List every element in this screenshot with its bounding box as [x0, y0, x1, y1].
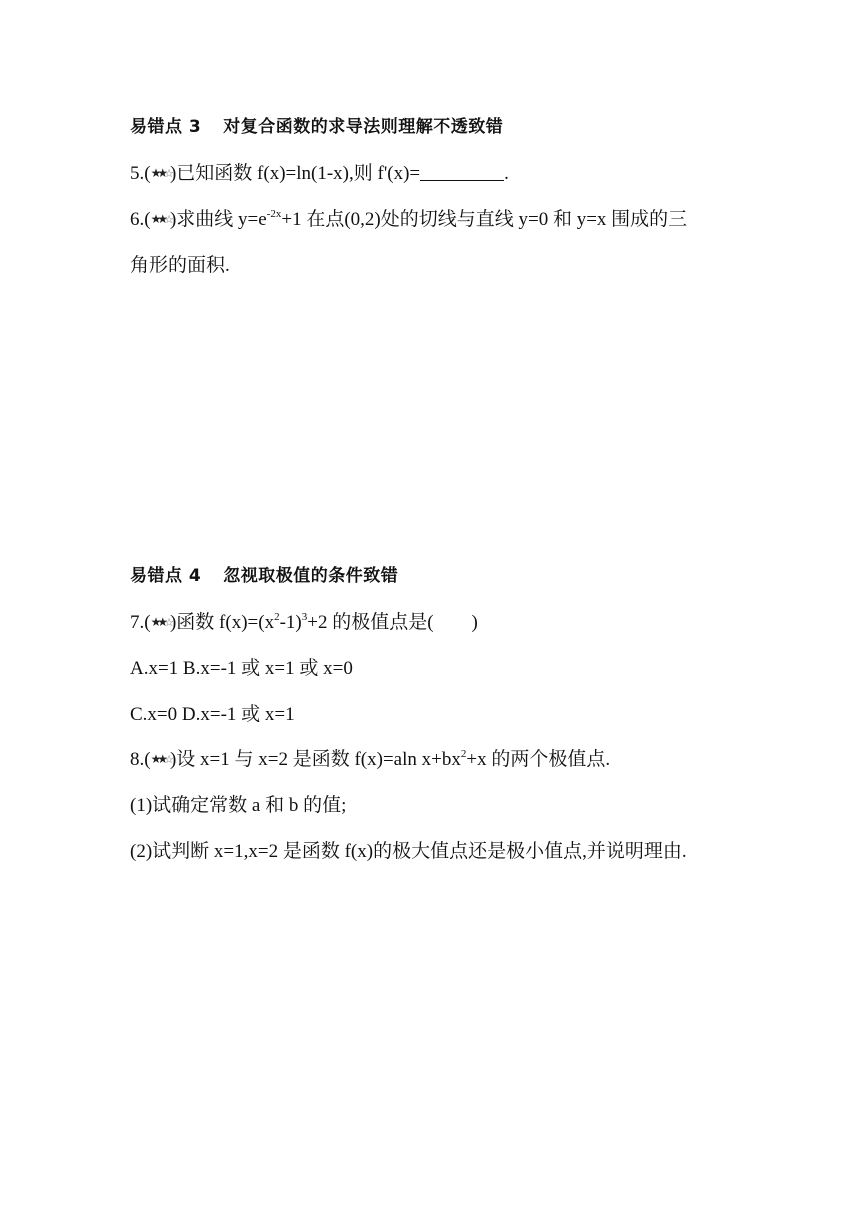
question-7-text-b: -1): [279, 612, 302, 633]
section-3-heading: [130, 119, 503, 136]
section-3-label: 易错点 3: [130, 117, 202, 137]
question-5-text: )已知函数 f(x)=ln(1-x),则 f'(x)=: [169, 163, 421, 184]
section-3-title: 对复合函数的求导法则理解不透致错: [223, 117, 504, 137]
question-7: [130, 613, 478, 632]
answer-blank: [420, 165, 504, 181]
exponent: 2: [460, 748, 467, 760]
question-7-options-cd: C.x=0 D.x=-1 或 x=1: [130, 704, 295, 725]
question-6: [130, 210, 687, 229]
difficulty-stars-icon: ★★☆: [150, 166, 170, 180]
question-7-text-c: +2 的极值点是(: [307, 612, 434, 633]
difficulty-stars-icon: ★★☆: [150, 615, 170, 629]
question-6-text: )求曲线 y=e: [169, 209, 267, 230]
question-5: [130, 164, 509, 183]
difficulty-stars-icon: ★★☆: [150, 212, 170, 226]
question-8-text-b: +x 的两个极值点.: [466, 749, 611, 770]
question-5-end: .: [504, 163, 509, 184]
question-5-number: 5.(: [130, 163, 151, 184]
question-6-continuation: 角形的面积.: [130, 255, 230, 276]
question-8-part-1: (1)试确定常数 a 和 b 的值;: [130, 795, 347, 816]
question-7-text: )函数 f(x)=(x: [169, 612, 275, 633]
question-8-text: )设 x=1 与 x=2 是函数 f(x)=aln x+bx: [169, 749, 461, 770]
question-6-number: 6.(: [130, 209, 151, 230]
question-7-number: 7.(: [130, 612, 151, 633]
section-4-title: 忽视取极值的条件致错: [223, 566, 399, 586]
difficulty-stars-icon: ★★☆: [150, 752, 170, 766]
question-6-text-cont: +1 在点(0,2)处的切线与直线 y=0 和 y=x 围成的三: [281, 209, 688, 230]
question-8-number: 8.(: [130, 749, 151, 770]
section-4-label: 易错点 4: [130, 566, 202, 586]
question-8-part-2: (2)试判断 x=1,x=2 是函数 f(x)的极大值点还是极小值点,并说明理由.: [130, 841, 687, 862]
exponent: 2: [274, 611, 280, 623]
exponent: 3: [301, 611, 308, 623]
question-7-text-d: ): [471, 612, 478, 633]
exponent: -2x: [266, 208, 282, 220]
section-4-heading: [130, 568, 398, 585]
question-8: [130, 750, 610, 769]
question-7-options-ab: A.x=1 B.x=-1 或 x=1 或 x=0: [130, 658, 353, 679]
